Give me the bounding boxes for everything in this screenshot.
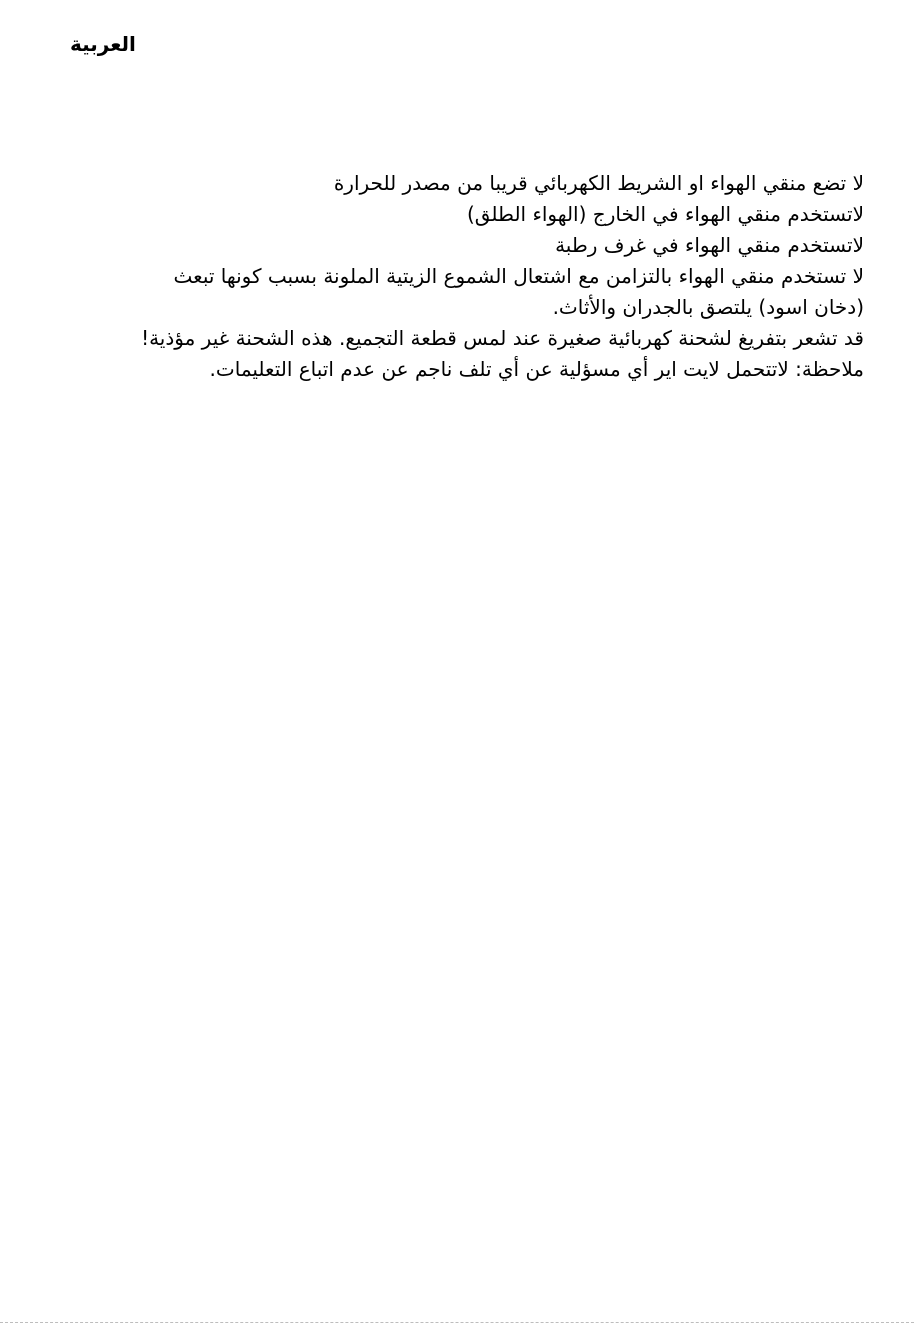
safety-instructions — [104, 168, 864, 385]
instruction-line: ملاحظة: لاتتحمل لايت اير أي مسؤلية عن أي تلف ناجم عن عدم اتباع التعليمات. — [209, 357, 864, 381]
instruction-line: لاتستخدم منقي الهواء في الخارج (الهواء الطلق) — [466, 202, 864, 226]
instruction-line: لا تضع منقي الهواء او الشريط الكهربائي قريبا من مصدر للحرارة — [333, 171, 864, 195]
instruction-line: (دخان اسود) يلتصق بالجدران والأثاث. — [552, 295, 864, 319]
page-bottom-divider — [0, 1322, 914, 1323]
instruction-line: لا تستخدم منقي الهواء بالتزامن مع اشتعال الشموع الزيتية الملونة بسبب كونها تبعث — [173, 264, 864, 288]
instruction-line: قد تشعر بتفريغ لشحنة كهربائية صغيرة عند لمس قطعة التجميع. هذه الشحنة غير مؤذية! — [141, 326, 864, 350]
instruction-line: لاتستخدم منقي الهواء في غرف رطبة — [555, 233, 864, 257]
language-heading: العربية — [70, 32, 136, 56]
